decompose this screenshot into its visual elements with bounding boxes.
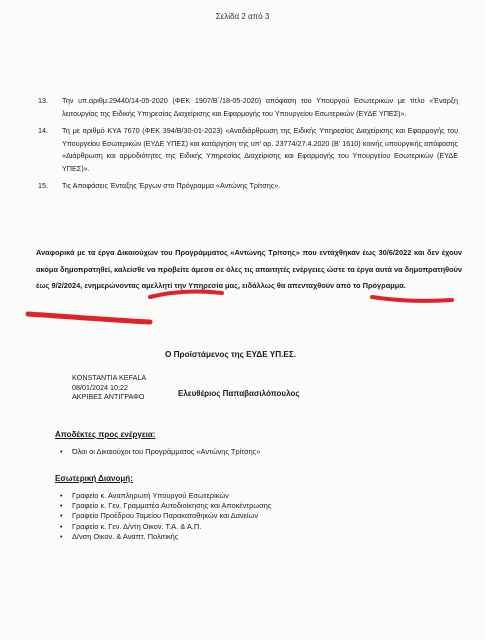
recipients-list bbox=[60, 447, 260, 456]
bullet-icon: • bbox=[60, 531, 63, 541]
internal-distribution-heading: Εσωτερική Διανομή: bbox=[55, 474, 133, 483]
bullet-icon: • bbox=[60, 511, 63, 521]
internal-distribution-list bbox=[60, 491, 271, 542]
reference-number: 13. bbox=[38, 96, 48, 105]
reference-number: 14. bbox=[38, 126, 48, 135]
signatory-name: Ελευθέριος Παπαβασιλόπουλος bbox=[178, 389, 300, 398]
bullet-icon: • bbox=[60, 447, 63, 456]
distribution-text: Δ/νση Οικον. & Αναπτ. Πολιτικής bbox=[72, 531, 179, 541]
references-list bbox=[38, 95, 458, 198]
stamp-copy-label: ΑΚΡΙΒΕΣ ΑΝΤΙΓΡΑΦΟ bbox=[72, 392, 145, 401]
reference-text: Την υπ.αριθμ.29440/14-05-2020 (ΦΕΚ 1907/Β΄/18-05-2020) απόφαση του Υπουργού Εσωτερικών με τίτλο «Έναρξη λειτουργίας της Ειδικής Υπηρεσίας Διαχείρισης και Εφαρμογής του Υπουργείου Εσωτερικών (ΕΥΔΕ ΥΠΕΣ)». bbox=[62, 96, 458, 118]
list-item bbox=[60, 511, 271, 521]
list-item bbox=[60, 501, 271, 511]
list-item bbox=[60, 522, 271, 532]
recipients-heading: Αποδέκτες προς ενέργεια: bbox=[55, 430, 156, 439]
stamp-datetime: 08/01/2024 10:22 bbox=[72, 382, 128, 392]
distribution-text: Γραφείο κ. Γεν. Δ/ντη Οικον. Τ.Α. & Α.Π. bbox=[72, 521, 202, 531]
distribution-text: Γραφείο κ. Αναπληρωτή Υπουργού Εσωτερικών bbox=[72, 491, 229, 500]
bullet-icon: • bbox=[60, 501, 63, 511]
recipient-text: Όλοι οι Δικαιούχοι του Προγράμματος «Αντώνης Τρίτσης» bbox=[72, 447, 261, 456]
reference-item bbox=[38, 95, 458, 120]
list-item bbox=[60, 491, 271, 501]
bullet-icon: • bbox=[60, 521, 63, 531]
reference-number: 15. bbox=[38, 181, 48, 190]
page-indicator: Σελίδα 2 από 3 bbox=[215, 12, 270, 21]
notice-paragraph: Αναφορικά με τα έργα Δικαιούχων του Προγράμματος «Αντώνης Τρίτσης» που εντάχθηκαν έως 30/6/2022 και δεν έχουν ακόμα δημοπρατηθεί, καλείσθε να προβείτε άμεσα σε όλες τις απαιτητές ενέργειες ώστε τα έργα αυτά να δημοπρατηθούν έως 9/2/2024, ενημερώνοντας αμελλητί την Υπηρεσία μας, ειδάλλως θα απενταχθούν από το Πρόγραμμα. bbox=[36, 248, 462, 290]
digital-signature-stamp bbox=[72, 373, 146, 402]
list-item bbox=[60, 532, 271, 542]
reference-text: Τις Αποφάσεις Ένταξης Έργων στο Πρόγραμμα «Αντώνης Τρίτσης». bbox=[62, 181, 281, 190]
list-item bbox=[60, 447, 260, 456]
distribution-text: Γραφείο κ. Γεν. Γραμματέα Αυτοδιοίκησης και Αποκέντρωσης bbox=[72, 501, 272, 511]
reference-item bbox=[38, 180, 458, 193]
stamp-name: KONSTANTIA KEFALA bbox=[72, 373, 147, 382]
reference-text: Τη με αριθμό ΚΥΑ 7670 (ΦΕΚ 394/Β/30-01-2023) «Αναδιάρθρωση της Ειδικής Υπηρεσίας Διαχείρισης και Εφαρμογής του Υπουργείου Εσωτερικών (ΕΥΔΕ ΥΠΕΣ) και κατάργηση της υπ' αρ. 23774/27.4.2020 (Β' 1610) κοινής υπουργικής απόφασης «Διάρθρωση και αρμοδιότητες της Ειδικής Υπηρεσίας Διαχείρισης και Εφαρμογής του Υπουργείου Εσωτερικών (ΕΥΔΕ ΥΠΕΣ)». bbox=[62, 126, 458, 173]
reference-item bbox=[38, 125, 458, 175]
bullet-icon: • bbox=[60, 491, 63, 500]
signatory-title: Ο Προϊστάμενος της ΕΥΔΕ ΥΠ.ΕΣ. bbox=[165, 350, 297, 359]
distribution-text: Γραφείο Προέδρου Ταμείου Παρακαταθηκών και Δανείων bbox=[72, 511, 259, 521]
